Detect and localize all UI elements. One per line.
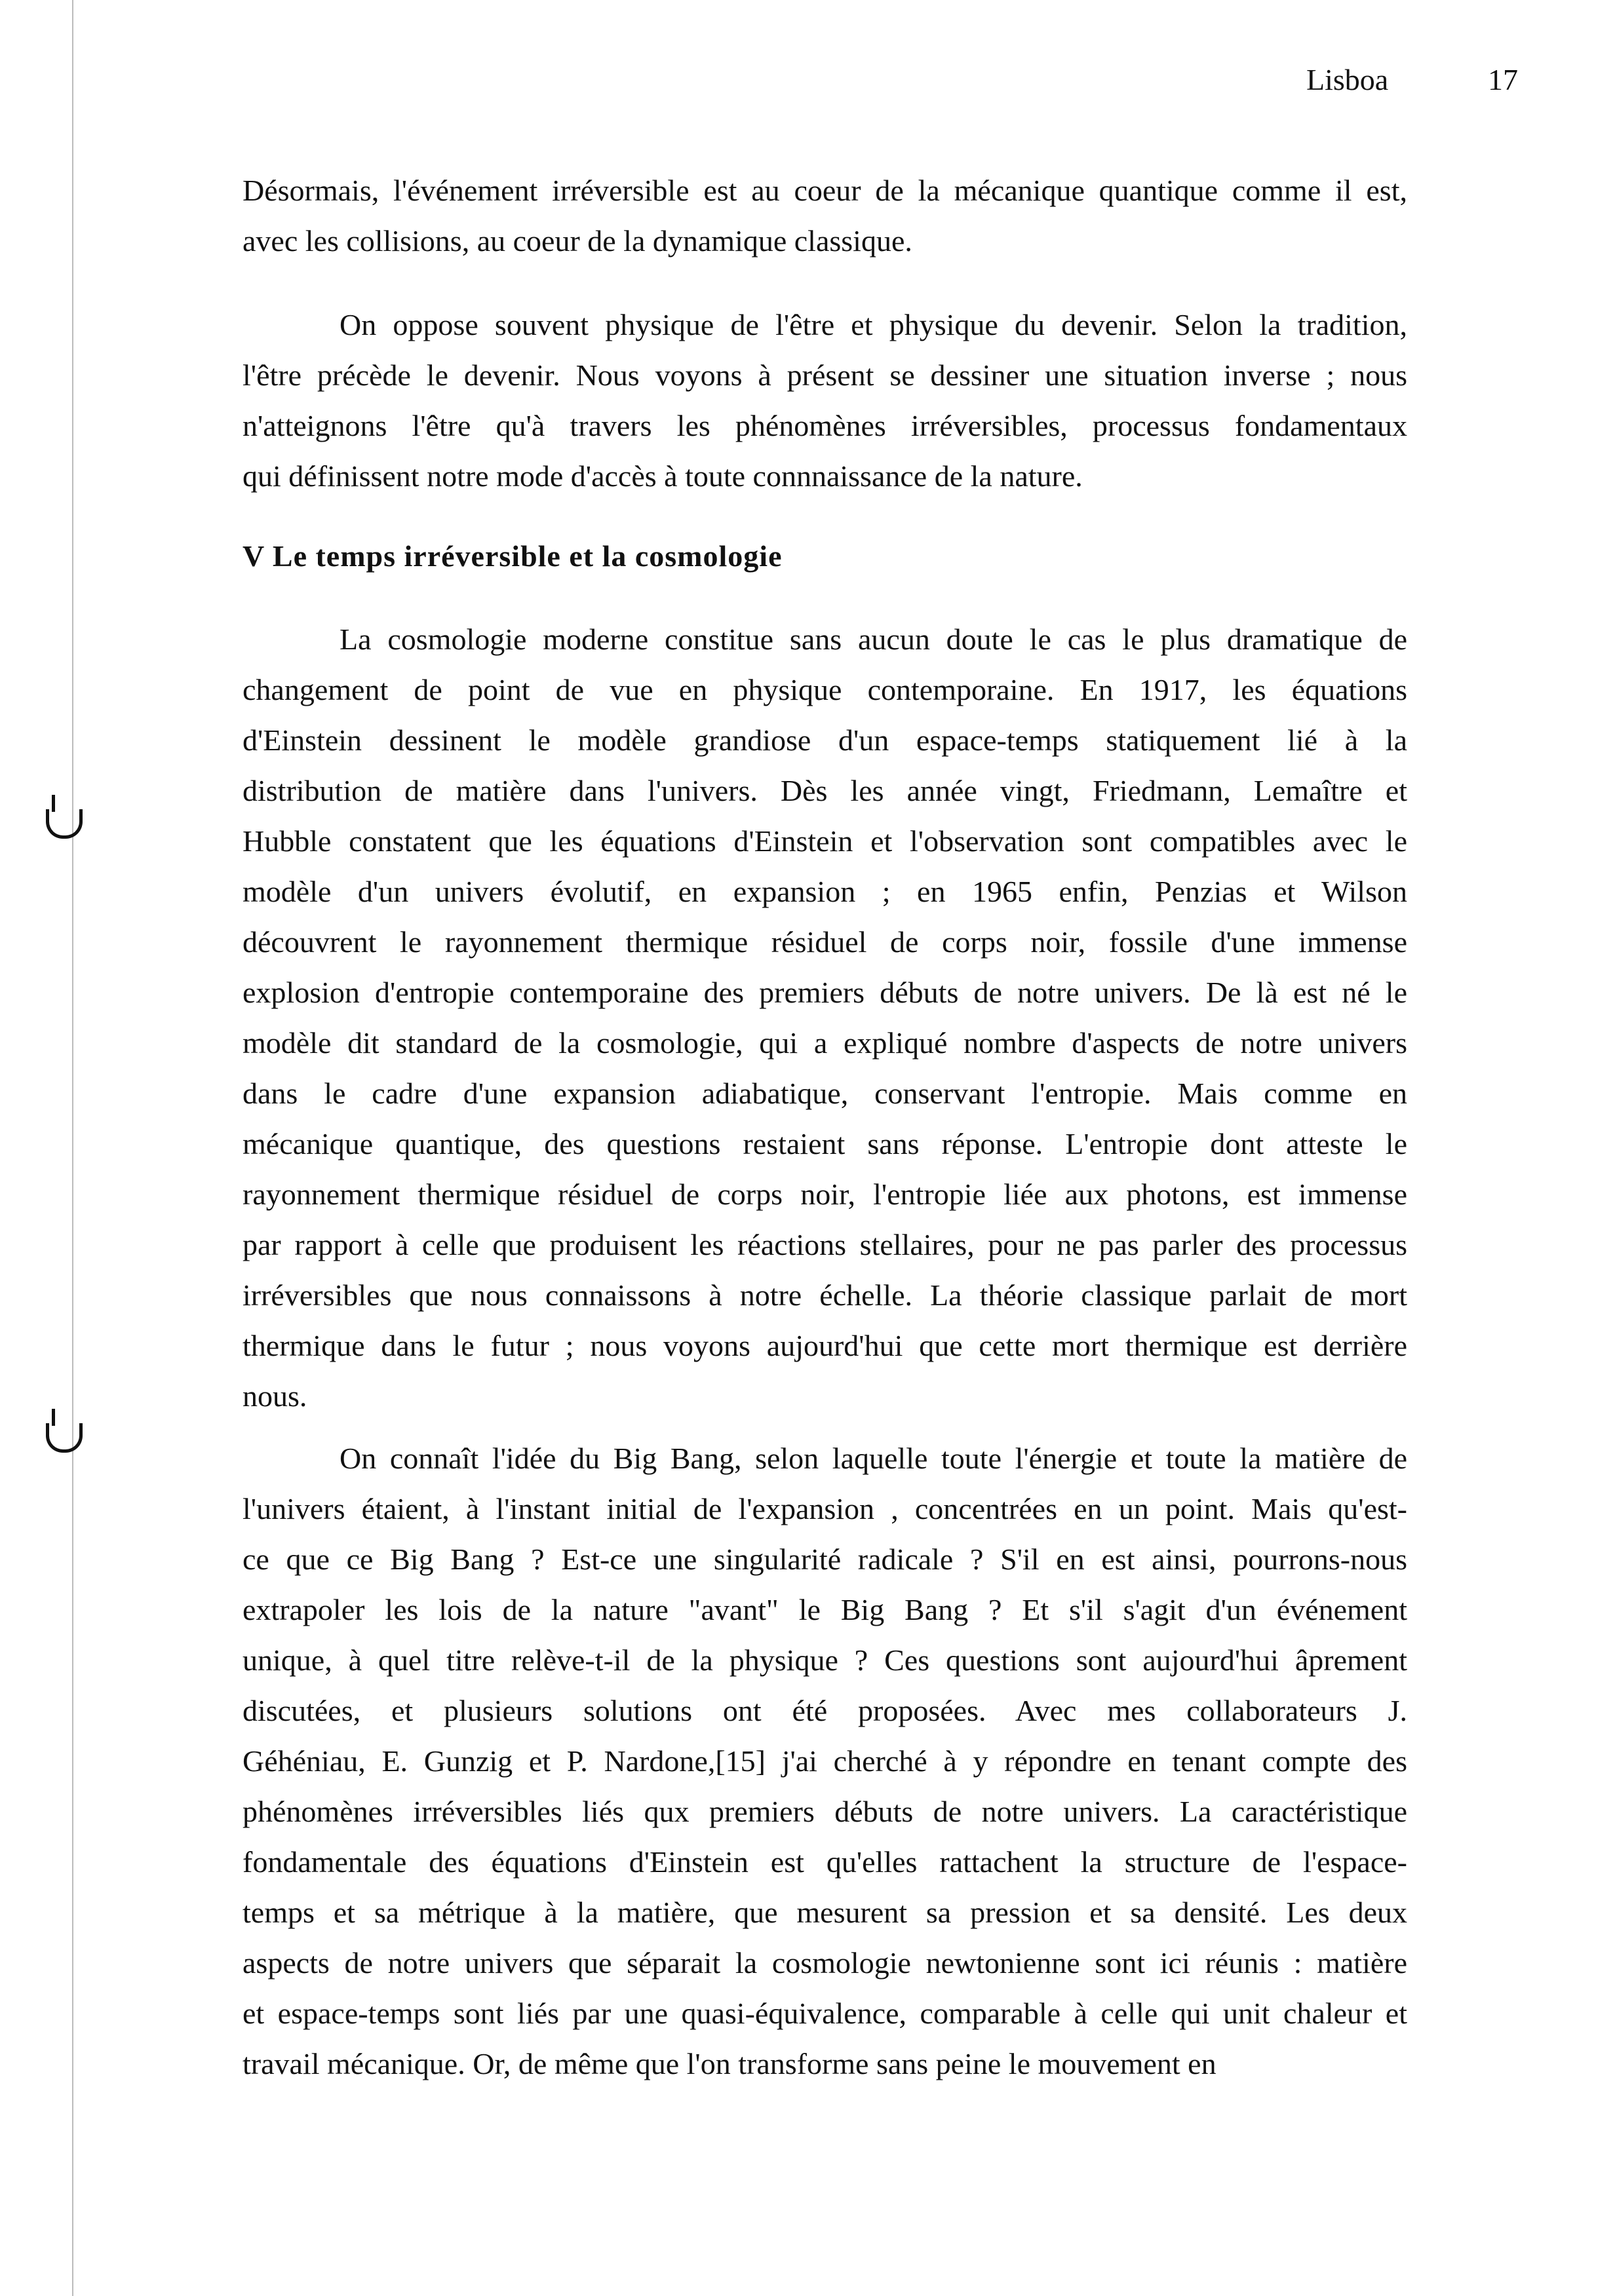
- text-line: l'être précède le devenir. Nous voyons à présent se dessiner une situation inverse ; nous: [243, 358, 1407, 392]
- text-line: modèle d'un univers évolutif, en expansion ; en 1965 enfin, Penzias et Wilson: [243, 875, 1407, 908]
- running-title: Lisboa: [1306, 63, 1389, 96]
- text-line: phénomènes irréversibles liés qux premiers débuts de notre univers. La caractéristique: [243, 1795, 1407, 1828]
- text-line: Désormais, l'événement irréversible est au coeur de la mécanique quantique comme il est,: [243, 174, 1407, 207]
- text-line: aspects de notre univers que séparait la cosmologie newtonienne sont ici réunis : matière: [243, 1946, 1407, 1980]
- text-line: l'univers étaient, à l'instant initial de l'expansion , concentrées en un point. Mais qu'est-: [243, 1492, 1407, 1525]
- text-line: explosion d'entropie contemporaine des premiers débuts de notre univers. De là est né le: [243, 976, 1407, 1009]
- page-number: 17: [1488, 63, 1518, 96]
- text-line: fondamentale des équations d'Einstein est qu'elles rattachent la structure de l'espace-: [243, 1845, 1407, 1879]
- paragraph: [243, 1433, 1407, 2089]
- text-line: rayonnement thermique résiduel de corps noir, l'entropie liée aux photons, est immense: [243, 1177, 1407, 1211]
- text-line: On oppose souvent physique de l'être et physique du devenir. Selon la tradition,: [340, 308, 1407, 341]
- paragraph: [243, 614, 1407, 1421]
- text-line: modèle dit standard de la cosmologie, qui a expliqué nombre d'aspects de notre univers: [243, 1026, 1407, 1060]
- text-line: n'atteignons l'être qu'à travers les phénomènes irréversibles, processus fondamentaux: [243, 409, 1407, 442]
- margin-annotation-mark: [46, 809, 83, 839]
- text-line: dans le cadre d'une expansion adiabatique, conservant l'entropie. Mais comme en: [243, 1077, 1407, 1110]
- text-line: ce que ce Big Bang ? Est-ce une singularité radicale ? S'il en est ainsi, pourrons-nous: [243, 1542, 1407, 1576]
- text-line: irréversibles que nous connaissons à notre échelle. La théorie classique parlait de mort: [243, 1278, 1407, 1312]
- text-line: unique, à quel titre relève-t-il de la physique ? Ces questions sont aujourd'hui âprement: [243, 1643, 1407, 1677]
- text-line: travail mécanique. Or, de même que l'on transforme sans peine le mouvement en: [243, 2047, 1216, 2080]
- text-line: distribution de matière dans l'univers. Dès les année vingt, Friedmann, Lemaître et: [243, 774, 1407, 807]
- text-line: On connaît l'idée du Big Bang, selon laquelle toute l'énergie et toute la matière de: [340, 1442, 1407, 1475]
- text-line: découvrent le rayonnement thermique résiduel de corps noir, fossile d'une immense: [243, 925, 1407, 959]
- paragraph: [243, 165, 1407, 266]
- text-line: d'Einstein dessinent le modèle grandiose d'un espace-temps statiquement lié à la: [243, 723, 1407, 757]
- text-line: par rapport à celle que produisent les réactions stellaires, pour ne pas parler des processus: [243, 1228, 1407, 1261]
- text-line: mécanique quantique, des questions restaient sans réponse. L'entropie dont atteste le: [243, 1127, 1407, 1160]
- text-line: thermique dans le futur ; nous voyons aujourd'hui que cette mort thermique est derrière: [243, 1329, 1407, 1362]
- text-line: et espace-temps sont liés par une quasi-équivalence, comparable à celle qui unit chaleur et: [243, 1997, 1407, 2030]
- text-line: avec les collisions, au coeur de la dynamique classique.: [243, 224, 912, 258]
- margin-annotation-mark: [46, 1423, 83, 1453]
- text-line: Géhéniau, E. Gunzig et P. Nardone,[15] j'ai cherché à y répondre en tenant compte des: [243, 1744, 1407, 1778]
- text-line: extrapoler les lois de la nature "avant" le Big Bang ? Et s'il s'agit d'un événement: [243, 1593, 1407, 1626]
- text-line: qui définissent notre mode d'accès à toute connnaissance de la nature.: [243, 459, 1083, 493]
- section-heading: V Le temps irréversible et la cosmologie: [243, 539, 783, 573]
- text-line: changement de point de vue en physique contemporaine. En 1917, les équations: [243, 673, 1407, 706]
- scan-margin-line: [72, 0, 73, 2296]
- text-line: nous.: [243, 1379, 307, 1413]
- text-line: temps et sa métrique à la matière, que mesurent sa pression et sa densité. Les deux: [243, 1896, 1407, 1929]
- paragraph: [243, 299, 1407, 501]
- text-line: Hubble constatent que les équations d'Einstein et l'observation sont compatibles avec le: [243, 824, 1407, 858]
- text-line: discutées, et plusieurs solutions ont été proposées. Avec mes collaborateurs J.: [243, 1694, 1407, 1727]
- text-line: La cosmologie moderne constitue sans aucun doute le cas le plus dramatique de: [340, 622, 1407, 656]
